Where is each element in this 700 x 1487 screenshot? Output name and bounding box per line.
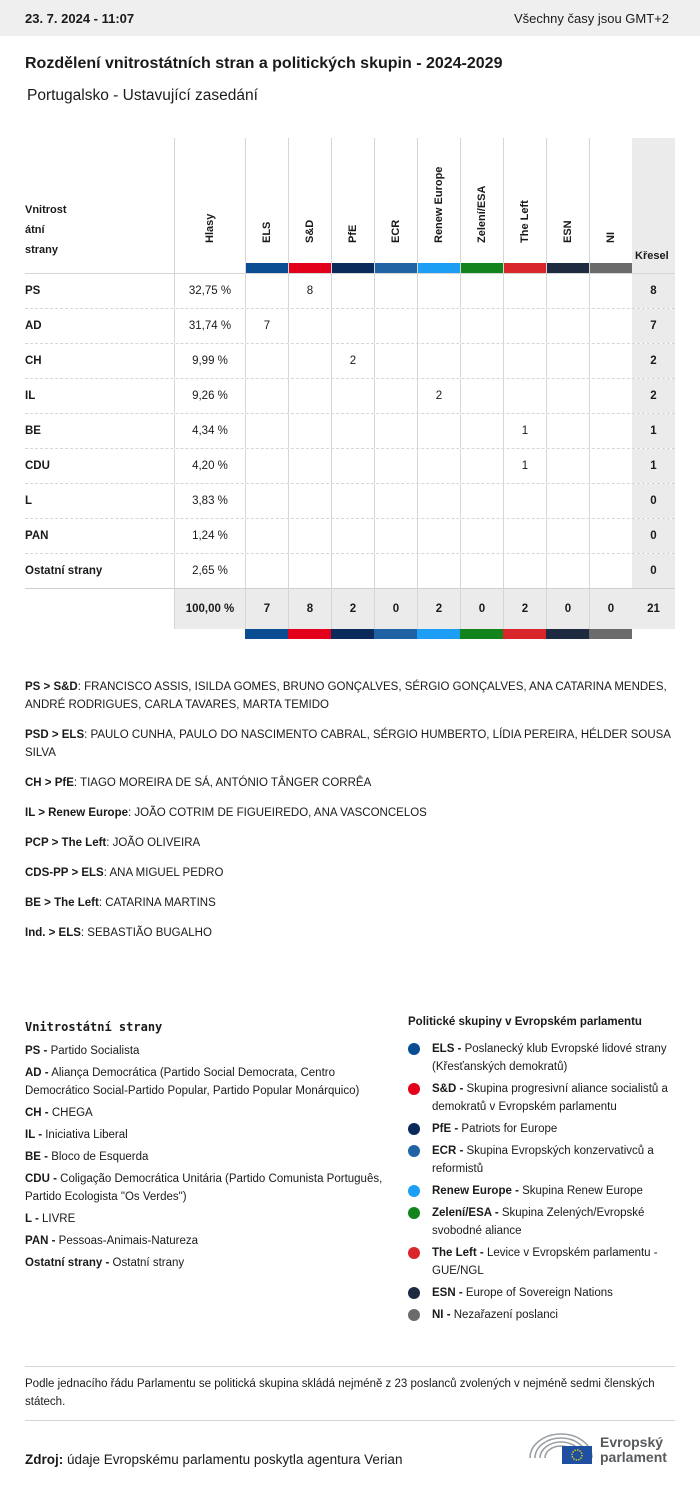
group-column-header — [245, 138, 288, 273]
group-seats-cell — [503, 274, 546, 308]
member-list-item — [25, 924, 675, 942]
table-row — [25, 378, 675, 413]
group-header-label: PfE — [347, 224, 359, 243]
party-column-header — [25, 200, 95, 260]
party-cell: L — [25, 495, 33, 507]
group-seats-cell: 2 — [417, 379, 460, 413]
legend-name: Coligação Democrática Unitária (Partido Comunista Português, Partido Ecologista "Os Verdes") — [25, 1173, 383, 1203]
parliament-emblem-icon — [528, 1428, 594, 1466]
seats-cell: 1 — [632, 414, 675, 448]
group-seats-cell — [374, 554, 417, 588]
group-seats-cell — [331, 554, 374, 588]
party-cell: IL — [25, 390, 36, 402]
group-header-label: NI — [605, 232, 617, 243]
member-list — [25, 678, 675, 954]
group-seats-cell — [245, 449, 288, 483]
legend-abbr: CDU - — [25, 1173, 57, 1185]
group-column-header — [374, 138, 417, 273]
group-seats-cell — [417, 554, 460, 588]
group-seats-cell — [503, 309, 546, 343]
group-color-dot-icon — [408, 1309, 420, 1321]
group-seats-cell — [245, 344, 288, 378]
party-cell: AD — [25, 320, 42, 332]
page-subtitle: Portugalsko - Ustavující zasedání — [27, 87, 258, 104]
legend-abbr: ECR - — [432, 1145, 464, 1157]
national-legend-item — [25, 1254, 385, 1272]
group-legend-item — [408, 1182, 678, 1200]
logo-line: Evropský — [600, 1434, 664, 1450]
group-color-bar — [331, 629, 374, 639]
group-seats-cell — [460, 274, 503, 308]
group-seats-cell — [546, 519, 589, 553]
group-seats-cell — [417, 519, 460, 553]
group-seats-cell — [374, 519, 417, 553]
group-seats-cell: 2 — [331, 344, 374, 378]
group-seats-cell — [503, 519, 546, 553]
group-seats-cell — [417, 449, 460, 483]
group-seats-cell — [331, 274, 374, 308]
group-seats-cell — [374, 484, 417, 518]
member-names: : ANA MIGUEL PEDRO — [103, 867, 224, 879]
member-group-key: Ind. > ELS — [25, 927, 81, 939]
group-seats-cell — [503, 379, 546, 413]
group-seats-cell — [546, 379, 589, 413]
legend-name: Levice v Evropském parlamentu - GUE/NGL — [432, 1247, 658, 1277]
table-row — [25, 308, 675, 343]
group-seats-cell — [331, 379, 374, 413]
total-group-cell: 7 — [245, 589, 288, 629]
member-list-item — [25, 864, 675, 882]
total-group-cell: 2 — [417, 589, 460, 629]
group-seats-cell — [331, 484, 374, 518]
member-group-key: BE > The Left — [25, 897, 99, 909]
group-color-dot-icon — [408, 1185, 420, 1197]
group-seats-cell — [589, 449, 632, 483]
votes-cell: 1,24 % — [174, 519, 245, 553]
group-color-dot-icon — [408, 1043, 420, 1055]
group-column-header — [417, 138, 460, 273]
group-seats-cell — [460, 519, 503, 553]
group-seats-cell — [460, 344, 503, 378]
member-group-key: CDS-PP > ELS — [25, 867, 104, 879]
member-group-key: PSD > ELS — [25, 729, 85, 741]
total-group-cell: 0 — [546, 589, 589, 629]
seats-cell: 2 — [632, 379, 675, 413]
group-seats-cell — [374, 414, 417, 448]
group-color-bar — [589, 629, 632, 639]
seats-cell: 0 — [632, 554, 675, 588]
group-seats-cell — [589, 309, 632, 343]
legend-abbr: BE - — [25, 1151, 48, 1163]
group-seats-cell — [374, 344, 417, 378]
group-header-label: ESN — [562, 220, 574, 243]
group-color-bar — [332, 263, 374, 273]
group-seats-cell: 7 — [245, 309, 288, 343]
legend-name: CHEGA — [48, 1107, 93, 1119]
group-seats-cell — [331, 519, 374, 553]
group-column-header — [546, 138, 589, 273]
group-seats-cell: 8 — [288, 274, 331, 308]
group-seats-cell — [546, 414, 589, 448]
group-seats-cell — [546, 344, 589, 378]
national-legend-item — [25, 1126, 385, 1144]
timestamp: 23. 7. 2024 - 11:07 — [25, 10, 135, 26]
group-seats-cell — [245, 519, 288, 553]
group-color-dot-icon — [408, 1145, 420, 1157]
national-legend-item — [25, 1042, 385, 1060]
group-seats-cell — [245, 274, 288, 308]
top-bar — [0, 0, 700, 36]
group-color-dot-icon — [408, 1247, 420, 1259]
group-seats-cell — [288, 449, 331, 483]
group-seats-cell — [288, 554, 331, 588]
group-legend-item — [408, 1244, 678, 1280]
legend-name: Pessoas-Animais-Natureza — [55, 1235, 198, 1247]
source-line — [25, 1452, 402, 1467]
legend-abbr: IL - — [25, 1129, 43, 1141]
groups-legend — [408, 1016, 678, 1328]
member-names: : FRANCISCO ASSIS, ISILDA GOMES, BRUNO GONÇALVES, SÉRGIO GONÇALVES, ANA CATARINA MENDES, ANDRÉ RODRIGUES, CARLA TAVARES, MARTA TEMIDO — [25, 681, 667, 711]
member-group-key: CH > PfE — [25, 777, 74, 789]
member-list-item — [25, 894, 675, 912]
legend-abbr: The Left - — [432, 1247, 484, 1259]
table-row — [25, 413, 675, 448]
party-header-line: Vnitrost — [25, 204, 67, 216]
group-seats-cell — [460, 554, 503, 588]
group-seats-cell: 1 — [503, 414, 546, 448]
member-names: : PAULO CUNHA, PAULO DO NASCIMENTO CABRAL, SÉRGIO HUMBERTO, LÍDIA PEREIRA, HÉLDER SOUSA SILVA — [25, 729, 671, 759]
group-seats-cell — [589, 274, 632, 308]
total-seats-cell: 21 — [632, 589, 675, 629]
group-color-bar — [246, 263, 288, 273]
group-seats-cell — [460, 379, 503, 413]
european-parliament-logo — [528, 1428, 678, 1470]
group-seats-cell: 1 — [503, 449, 546, 483]
member-list-item — [25, 774, 675, 792]
source-text: údaje Evropskému parlamentu poskytla agentura Verian — [63, 1452, 403, 1467]
party-cell: Ostatní strany — [25, 565, 103, 577]
group-color-bar — [504, 263, 546, 273]
group-seats-cell — [245, 484, 288, 518]
member-names: : CATARINA MARTINS — [98, 897, 216, 909]
group-color-bar — [375, 263, 417, 273]
group-color-bar — [546, 629, 589, 639]
legend-abbr: Zelení/ESA - — [432, 1207, 499, 1219]
seats-cell: 1 — [632, 449, 675, 483]
legend-abbr: CH - — [25, 1107, 49, 1119]
groups-legend-title: Politické skupiny v Evropském parlamentu — [408, 1016, 642, 1028]
group-legend-item — [408, 1040, 678, 1076]
group-seats-cell — [288, 344, 331, 378]
legend-name: Nezařazení poslanci — [450, 1309, 558, 1321]
legend-abbr: NI - — [432, 1309, 451, 1321]
legend-abbr: Ostatní strany - — [25, 1257, 110, 1269]
seats-column-header — [632, 138, 675, 273]
group-seats-cell — [503, 484, 546, 518]
results-table — [25, 138, 675, 638]
group-header-label: Renew Europe — [433, 166, 445, 243]
member-list-item — [25, 678, 675, 714]
group-seats-cell — [417, 484, 460, 518]
group-color-bar — [547, 263, 589, 273]
group-legend-item — [408, 1080, 678, 1116]
group-header-label: ELS — [261, 221, 273, 243]
votes-cell: 4,20 % — [174, 449, 245, 483]
group-legend-item — [408, 1204, 678, 1240]
group-seats-cell — [374, 449, 417, 483]
table-row — [25, 448, 675, 483]
timezone-note: Všechny časy jsou GMT+2 — [514, 10, 669, 26]
group-seats-cell — [546, 484, 589, 518]
national-legend-item — [25, 1232, 385, 1250]
member-names: : JOÃO OLIVEIRA — [106, 837, 201, 849]
legend-name: Patriots for Europe — [458, 1123, 558, 1135]
group-seats-cell — [417, 344, 460, 378]
legend-name: LIVRE — [38, 1213, 76, 1225]
group-seats-cell — [503, 344, 546, 378]
legend-name: Europe of Sovereign Nations — [462, 1287, 613, 1299]
group-color-bar — [245, 629, 288, 639]
party-cell: BE — [25, 425, 41, 437]
member-list-item — [25, 804, 675, 822]
group-column-header — [460, 138, 503, 273]
group-seats-cell — [374, 309, 417, 343]
group-seats-cell — [331, 309, 374, 343]
group-color-dot-icon — [408, 1287, 420, 1299]
group-legend-item — [408, 1120, 678, 1138]
group-header-label: The Left — [519, 200, 531, 243]
votes-cell: 2,65 % — [174, 554, 245, 588]
seats-cell: 7 — [632, 309, 675, 343]
group-seats-cell — [245, 379, 288, 413]
votes-cell: 32,75 % — [174, 274, 245, 308]
votes-cell: 9,99 % — [174, 344, 245, 378]
group-header-label: S&D — [304, 219, 316, 243]
legend-name: Partido Socialista — [47, 1045, 140, 1057]
total-votes-cell: 100,00 % — [174, 589, 245, 629]
group-seats-cell — [417, 414, 460, 448]
group-seats-cell — [460, 309, 503, 343]
group-color-bar — [590, 263, 632, 273]
legend-abbr: PAN - — [25, 1235, 56, 1247]
party-header-line: strany — [25, 244, 59, 256]
seats-header-label: Křesel — [635, 250, 669, 262]
legend-name: Skupina Zelených/Evropské svobodné aliance — [432, 1207, 645, 1237]
table-header — [25, 138, 675, 273]
group-color-bar — [461, 263, 503, 273]
table-body — [25, 273, 675, 638]
totals-row — [25, 588, 675, 638]
national-legend-item — [25, 1064, 385, 1100]
group-seats-cell — [331, 449, 374, 483]
member-list-item — [25, 834, 675, 852]
group-seats-cell — [546, 309, 589, 343]
group-seats-cell — [374, 274, 417, 308]
party-cell: CDU — [25, 460, 50, 472]
seats-cell: 8 — [632, 274, 675, 308]
legend-name: Bloco de Esquerda — [48, 1151, 149, 1163]
national-legend-item — [25, 1148, 385, 1166]
seats-cell: 0 — [632, 519, 675, 553]
group-seats-cell — [546, 449, 589, 483]
group-color-bar — [288, 629, 331, 639]
total-group-cell: 2 — [331, 589, 374, 629]
group-color-dot-icon — [408, 1207, 420, 1219]
total-group-cell: 0 — [374, 589, 417, 629]
group-seats-cell — [417, 309, 460, 343]
total-group-cell: 8 — [288, 589, 331, 629]
table-row — [25, 518, 675, 553]
votes-cell: 3,83 % — [174, 484, 245, 518]
logo-text — [600, 1435, 667, 1465]
group-seats-cell — [503, 554, 546, 588]
group-column-header — [331, 138, 374, 273]
legend-abbr: Renew Europe - — [432, 1185, 519, 1197]
party-cell: PS — [25, 285, 41, 297]
logo-line: parlament — [600, 1449, 667, 1465]
votes-header-label: Hlasy — [204, 213, 216, 243]
table-row — [25, 553, 675, 588]
group-seats-cell — [288, 414, 331, 448]
legend-abbr: ESN - — [432, 1287, 463, 1299]
seats-cell: 0 — [632, 484, 675, 518]
member-group-key: IL > Renew Europe — [25, 807, 128, 819]
legend-abbr: PS - — [25, 1045, 48, 1057]
source-label: Zdroj: — [25, 1452, 64, 1467]
member-list-item — [25, 726, 675, 762]
group-header-label: ECR — [390, 219, 402, 243]
group-color-bar — [374, 629, 417, 639]
group-seats-cell — [546, 554, 589, 588]
legend-name: Ostatní strany — [109, 1257, 185, 1269]
member-names: : JOÃO COTRIM DE FIGUEIREDO, ANA VASCONCELOS — [128, 807, 427, 819]
group-color-dot-icon — [408, 1123, 420, 1135]
group-seats-cell — [460, 449, 503, 483]
legend-abbr: ELS - — [432, 1043, 462, 1055]
legend-name: Aliança Democrática (Partido Social Democrata, Centro Democrático Social-Partido Popular, Partido Popular Monárquico) — [25, 1067, 360, 1097]
table-row — [25, 483, 675, 518]
group-seats-cell — [460, 484, 503, 518]
group-seats-cell — [374, 379, 417, 413]
group-seats-cell — [589, 379, 632, 413]
votes-cell: 31,74 % — [174, 309, 245, 343]
legend-abbr: L - — [25, 1213, 39, 1225]
party-cell: PAN — [25, 530, 49, 542]
group-legend-item — [408, 1284, 678, 1302]
group-seats-cell — [589, 519, 632, 553]
group-color-bar — [460, 629, 503, 639]
group-color-bar — [289, 263, 331, 273]
group-color-bar — [417, 629, 460, 639]
member-names: : SEBASTIÃO BUGALHO — [80, 927, 212, 939]
votes-column-header — [174, 138, 245, 273]
group-color-bar — [418, 263, 460, 273]
legend-abbr: AD - — [25, 1067, 49, 1079]
group-seats-cell — [546, 274, 589, 308]
group-seats-cell — [331, 414, 374, 448]
total-group-cell: 0 — [589, 589, 632, 629]
table-row — [25, 273, 675, 308]
national-parties-legend — [25, 1016, 385, 1276]
group-seats-cell — [288, 379, 331, 413]
national-legend-title: Vnitrostátní strany — [25, 1020, 163, 1034]
group-seats-cell — [245, 554, 288, 588]
votes-cell: 4,34 % — [174, 414, 245, 448]
group-color-dot-icon — [408, 1083, 420, 1095]
group-legend-item — [408, 1142, 678, 1178]
group-seats-cell — [460, 414, 503, 448]
legend-name: Skupina Evropských konzervativců a reformistů — [432, 1145, 654, 1175]
member-group-key: PS > S&D — [25, 681, 78, 693]
group-seats-cell — [589, 554, 632, 588]
rules-note: Podle jednacího řádu Parlamentu se politická skupina skládá nejméně z 23 poslanců zvolených v nejméně sedmi členských státech. — [25, 1366, 675, 1421]
table-row — [25, 343, 675, 378]
legend-abbr: S&D - — [432, 1083, 464, 1095]
legend-name: Poslanecký klub Evropské lidové strany (Křesťanských demokratů) — [432, 1043, 667, 1073]
total-group-cell: 2 — [503, 589, 546, 629]
group-seats-cell — [589, 344, 632, 378]
party-header-line: átní — [25, 224, 45, 236]
group-seats-cell — [288, 484, 331, 518]
group-column-header — [288, 138, 331, 273]
legend-name: Iniciativa Liberal — [42, 1129, 128, 1141]
member-names: : TIAGO MOREIRA DE SÁ, ANTÓNIO TÂNGER CORRÊA — [73, 777, 372, 789]
group-seats-cell — [288, 519, 331, 553]
national-legend-item — [25, 1170, 385, 1206]
group-color-bar — [503, 629, 546, 639]
national-legend-item — [25, 1210, 385, 1228]
group-legend-item — [408, 1306, 678, 1324]
group-seats-cell — [288, 309, 331, 343]
page-title: Rozdělení vnitrostátních stran a politických skupin - 2024-2029 — [25, 55, 503, 72]
seats-cell: 2 — [632, 344, 675, 378]
legend-abbr: PfE - — [432, 1123, 459, 1135]
votes-cell: 9,26 % — [174, 379, 245, 413]
group-column-header — [503, 138, 546, 273]
group-seats-cell — [589, 484, 632, 518]
national-legend-item — [25, 1104, 385, 1122]
member-group-key: PCP > The Left — [25, 837, 107, 849]
group-column-header — [589, 138, 632, 273]
group-seats-cell — [245, 414, 288, 448]
group-seats-cell — [589, 414, 632, 448]
legend-name: Skupina Renew Europe — [518, 1185, 643, 1197]
group-header-label: Zelení/ESA — [476, 185, 488, 243]
total-group-cell: 0 — [460, 589, 503, 629]
group-seats-cell — [417, 274, 460, 308]
legend-name: Skupina progresivní aliance socialistů a demokratů v Evropském parlamentu — [432, 1083, 668, 1113]
party-cell: CH — [25, 355, 42, 367]
